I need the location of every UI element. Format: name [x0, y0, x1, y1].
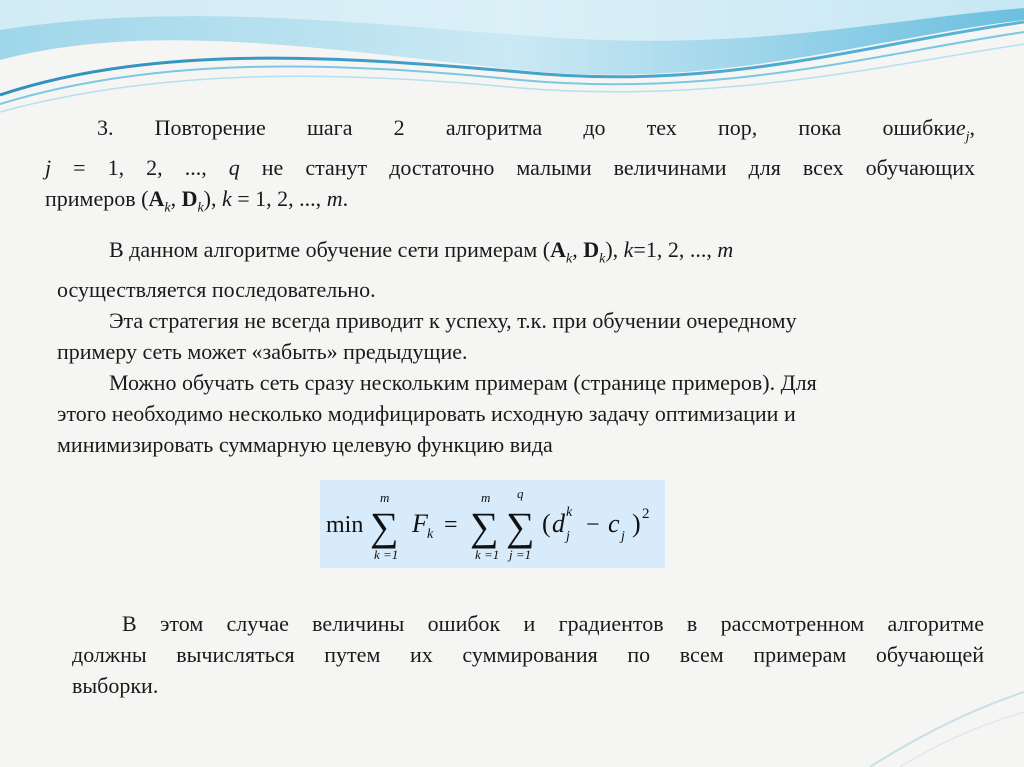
formula-upper-q: q: [517, 486, 524, 501]
formula-c: c: [608, 509, 620, 538]
sum-symbol: ∑: [470, 504, 499, 549]
formula-d: d: [552, 509, 565, 538]
sum-symbol: ∑: [506, 504, 535, 549]
text-range: = 1, 2, ...,: [51, 155, 229, 181]
paragraph-summation: [72, 608, 984, 701]
vector-d: D: [181, 186, 198, 212]
formula-open-paren: (: [542, 509, 551, 538]
text-prefix: примеров (: [45, 186, 149, 212]
sub-k: k: [164, 200, 171, 216]
text-comma: ,: [572, 237, 584, 262]
sub-k: k: [599, 251, 606, 267]
formula-f: F: [412, 509, 428, 538]
paragraph-line: осуществляется последовательно.: [57, 277, 376, 303]
var-q: q: [228, 155, 240, 181]
paragraph-line: примеру сеть может «забыть» предыдущие.: [57, 339, 468, 365]
formula-upper-m: m: [380, 490, 390, 505]
paragraph-line: должны вычисляться путем их суммирования по всем примерам обучающей: [72, 642, 984, 667]
var-j: j: [45, 155, 52, 181]
decorative-wave-header: [0, 0, 1024, 130]
text-mid: ),: [605, 237, 624, 262]
sum-symbol: ∑: [370, 504, 399, 549]
text-prefix: В данном алгоритме обучение сети примерам (: [109, 237, 551, 262]
paragraph-line: выборки.: [72, 673, 159, 698]
formula-c-sub: j: [621, 529, 625, 544]
error-variable: $e_j$: [955, 115, 970, 145]
paragraph-line: Можно обучать сеть сразу нескольким примерам (странице примеров). Для: [109, 370, 817, 396]
formula-lower-k: k =1: [475, 547, 500, 562]
var-k: k: [623, 237, 634, 262]
var-k: k: [222, 186, 232, 212]
paragraph-line: [45, 112, 975, 152]
vector-a: A: [148, 186, 165, 212]
paragraph-line: В этом случае величины ошибок и градиентов в рассмотренном алгоритме: [122, 611, 984, 636]
var-m: m: [717, 237, 734, 262]
paragraph-line: [57, 234, 947, 274]
paragraph-line: Эта стратегия не всегда приводит к успеху, т.к. при обучении очередному: [109, 308, 797, 334]
sub-k: k: [197, 200, 204, 216]
text-mid: ),: [203, 186, 222, 212]
formula-lower-j: j =1: [509, 547, 532, 562]
paragraph-line: этого необходимо несколько модифицировать исходную задачу оптимизации и: [57, 401, 796, 427]
objective-formula: [320, 480, 665, 568]
text-rest: не станут достаточно малыми величинами для всех обучающих: [239, 155, 975, 181]
paragraph-sequential-training: [57, 234, 947, 460]
formula-minus: −: [586, 512, 600, 538]
formula-min: min: [326, 512, 364, 538]
paragraph-line: [45, 183, 975, 223]
formula-box: [320, 480, 665, 568]
text-comma: ,: [170, 186, 182, 212]
decorative-corner: [860, 640, 1024, 767]
formula-equals: =: [444, 512, 458, 538]
formula-upper-m: m: [481, 490, 491, 505]
formula-power: 2: [642, 506, 650, 522]
paragraph-line: [45, 152, 975, 183]
sub-k: k: [566, 251, 573, 267]
text-end: .: [342, 186, 349, 212]
text-comma: ,: [969, 115, 975, 140]
formula-d-sup: k: [566, 505, 573, 520]
var-m: m: [326, 186, 343, 212]
paragraph-repeat-step: [45, 112, 975, 224]
text-lead: 3. Повторение шага 2 алгоритма до тех пор, пока ошибки: [97, 115, 956, 140]
text-range: =1, 2, ...,: [633, 237, 718, 262]
formula-close-paren: ): [632, 509, 641, 538]
text-range: = 1, 2, ...,: [231, 186, 327, 212]
formula-f-sub: k: [427, 527, 434, 542]
vector-d: D: [583, 237, 600, 262]
paragraph-line: минимизировать суммарную целевую функцию вида: [57, 432, 553, 458]
vector-a: A: [550, 237, 566, 262]
formula-lower-k: k =1: [374, 547, 399, 562]
formula-d-sub: j: [566, 529, 570, 544]
